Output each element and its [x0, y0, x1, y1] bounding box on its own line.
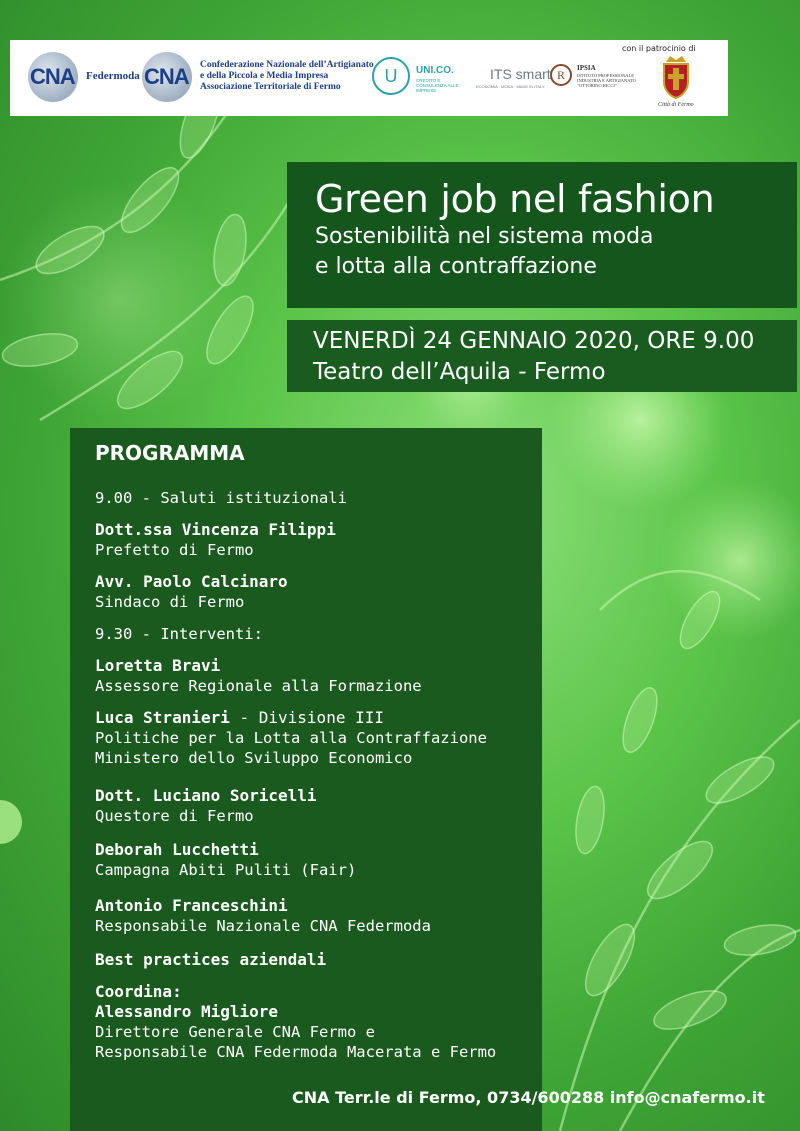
speaker-role: Questore di Fermo: [95, 807, 254, 825]
event-subtitle-line-2: e lotta alla contraffazione: [315, 254, 597, 279]
ipsia-name: IPSIA: [577, 64, 596, 72]
speaker-role: Direttore Generale CNA Fermo e: [95, 1023, 375, 1041]
federmoda-label: Federmoda: [86, 70, 140, 82]
event-title-box: [287, 162, 797, 308]
citta-di-fermo-label: Città di Fermo: [658, 102, 694, 108]
ipsia-logo: R: [550, 64, 572, 86]
event-date: VENERDÌ 24 GENNAIO 2020, ORE 9.00: [313, 328, 755, 354]
speaker-franceschini: [95, 896, 542, 936]
fermo-coat-of-arms-icon: [658, 54, 694, 100]
speaker-role: Prefetto di Fermo: [95, 541, 254, 559]
its-smart-logo: ITS smart: [490, 66, 551, 82]
speaker-calcinaro: [95, 572, 542, 612]
speaker-name: Loretta Bravi: [95, 656, 221, 675]
speaker-name: Dott. Luciano Soricelli: [95, 786, 317, 805]
unico-subtitle: CREDITO E CONSULENZA ALLE IMPRESE: [416, 78, 459, 93]
best-practices-item: Best practices aziendali: [95, 950, 327, 969]
coordinator-migliore: [95, 982, 542, 1062]
speaker-name: Luca Stranieri: [95, 708, 230, 727]
speaker-lucchetti: [95, 840, 542, 880]
event-title: Green job nel fashion: [315, 177, 715, 221]
speaker-name: Antonio Franceschini: [95, 896, 288, 915]
speaker-role: Campagna Abiti Puliti (Fair): [95, 861, 357, 879]
confederazione-text: [200, 60, 374, 93]
speaker-role: Responsabile Nazionale CNA Federmoda: [95, 917, 431, 935]
cna-logo-text: CNA: [30, 64, 75, 89]
speaker-role: Responsabile CNA Federmoda Macerata e Fermo: [95, 1043, 497, 1061]
speaker-stranieri: [95, 708, 542, 768]
speaker-name: Avv. Paolo Calcinaro: [95, 572, 288, 591]
speaker-filippi: [95, 520, 542, 560]
cna-association-logo-text: CNA: [144, 64, 189, 89]
speaker-role: Ministero dello Sviluppo Economico: [95, 749, 413, 767]
event-subtitle-line-1: Sostenibilità nel sistema moda: [315, 224, 654, 249]
speaker-bravi: [95, 656, 542, 696]
speaker-division: - Divisione III: [229, 708, 384, 727]
unico-name: UNI.CO.: [416, 65, 454, 76]
confederazione-line-1: Confederazione Nazionale dell’Artigianato: [200, 60, 374, 70]
speaker-name-line: [95, 708, 542, 728]
speaker-role: Politiche per la Lotta alla Contraffazione: [95, 729, 487, 747]
speaker-name: Dott.ssa Vincenza Filippi: [95, 520, 336, 539]
coordina-label: Coordina:: [95, 982, 182, 1001]
programme-panel: [70, 428, 542, 1131]
speaker-role: Assessore Regionale alla Formazione: [95, 677, 422, 695]
event-date-box: [287, 320, 797, 392]
speaker-role: Sindaco di Fermo: [95, 593, 245, 611]
interventi-time: 9.30 - Interventi:: [95, 625, 263, 643]
speaker-name: Alessandro Migliore: [95, 1002, 279, 1021]
speaker-soricelli: [95, 786, 542, 826]
ipsia-subtitle: ISTITUTO PROFESSIONALE INDUSTRIA E ARTIGIANATO "OTTORINO RICCI": [577, 73, 636, 88]
speaker-name: Deborah Lucchetti: [95, 840, 259, 859]
contact-footer: CNA Terr.le di Fermo, 0734/600288 info@cnafermo.it: [292, 1088, 765, 1107]
unico-logo: U: [372, 57, 410, 95]
patrocinio-label: con il patrocinio di: [622, 44, 696, 53]
partner-logo-strip: [10, 40, 728, 116]
saluti-time: 9.00 - Saluti istituzionali: [95, 489, 347, 507]
confederazione-line-3: Associazione Territoriale di Fermo: [200, 82, 341, 92]
programme-heading: PROGRAMMA: [95, 441, 245, 465]
event-venue: Teatro dell’Aquila - Fermo: [313, 359, 606, 385]
its-smart-subtitle: ECONOMIA · MODA · MADE IN ITALY: [476, 84, 545, 89]
confederazione-line-2: e della Piccola e Media Impresa: [200, 71, 329, 81]
